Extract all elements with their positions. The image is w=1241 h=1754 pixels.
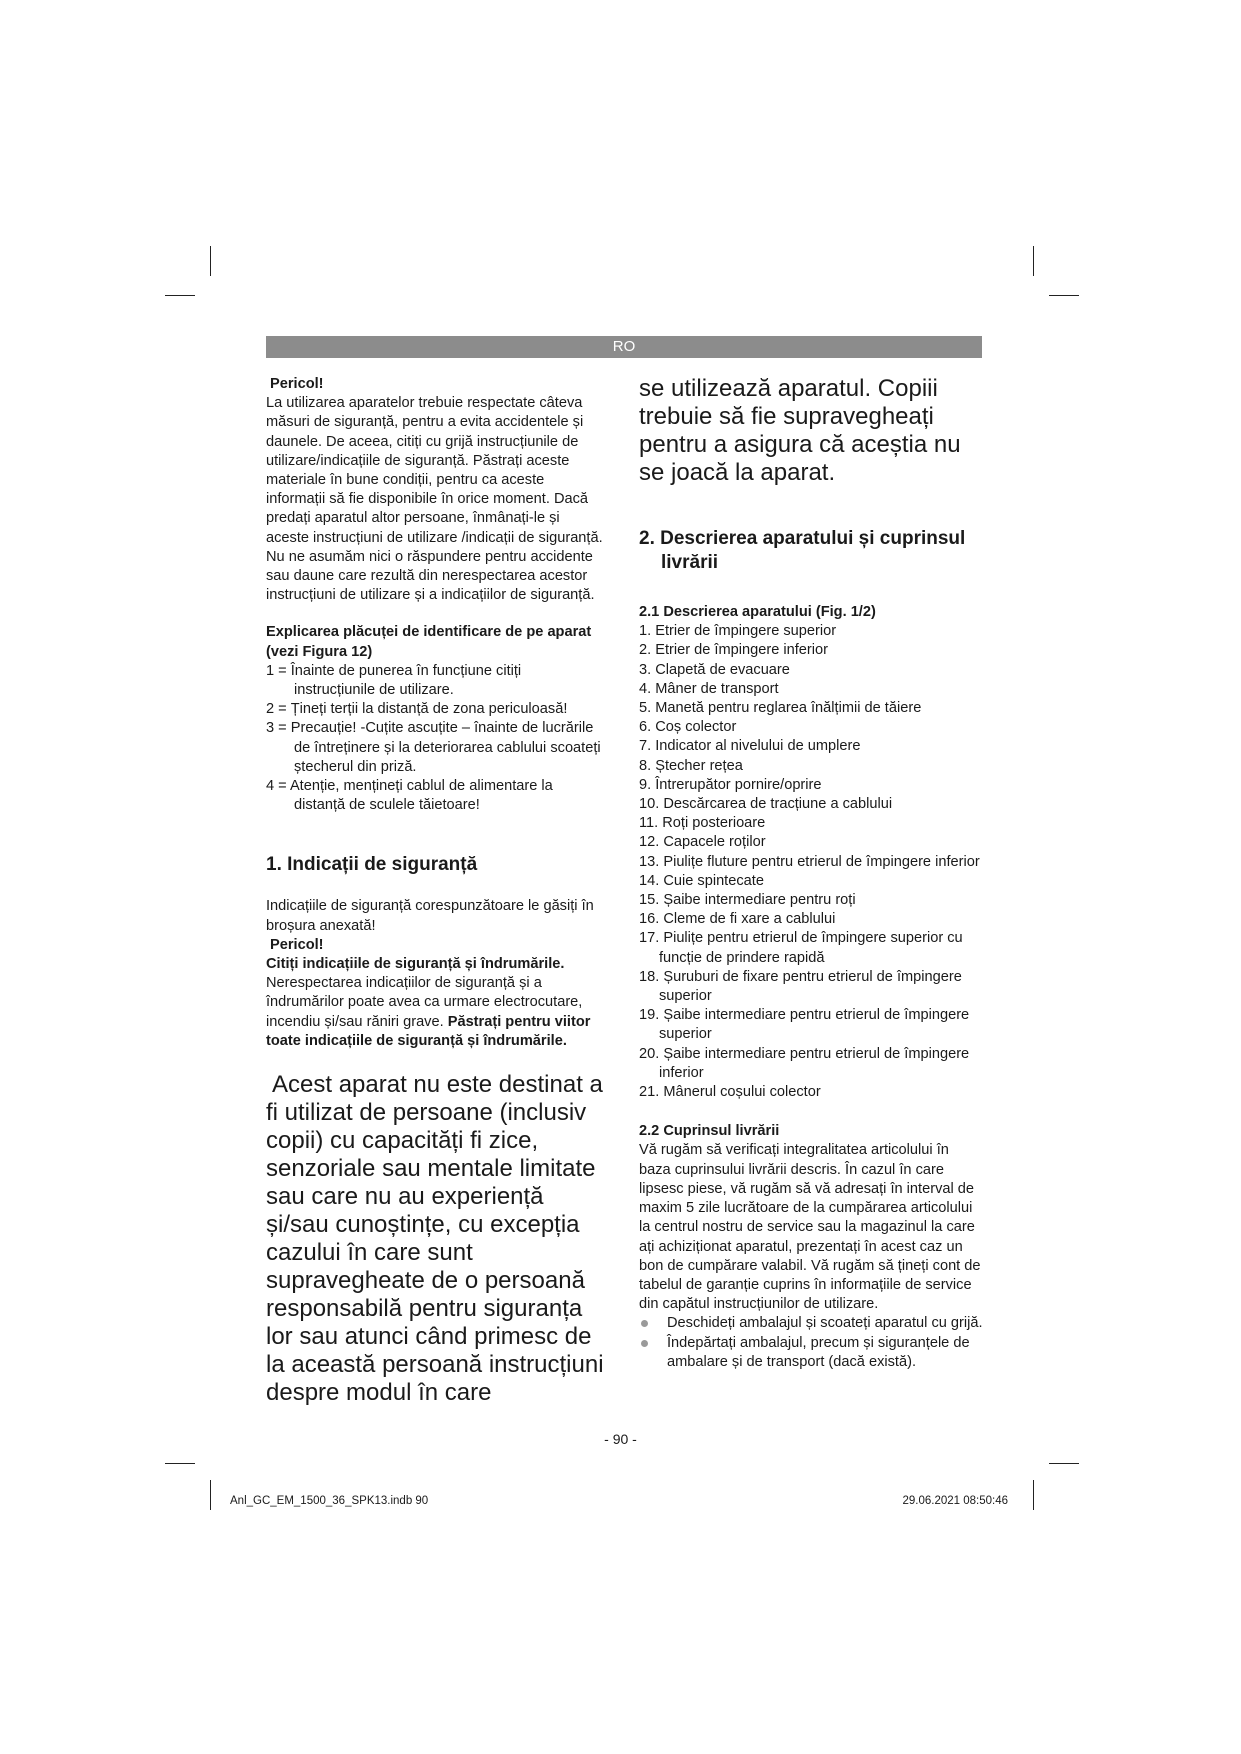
unpacking-steps (639, 1314, 984, 1372)
list-item: 4. Mâner de transport (639, 680, 779, 697)
list-item: 20. Șaibe intermediare pentru etrierul de împingere inferior (639, 1045, 970, 1081)
bullet-icon (641, 1320, 648, 1327)
ident-plate-heading: Explicarea plăcuței de identificare de pe aparat (vezi Figura 12) (266, 624, 592, 660)
citi-bold: Citiți indicațiile de siguranță și îndrumările. (266, 956, 565, 973)
safety-heading: 1. Indicații de siguranță (266, 854, 478, 876)
pericol-paragraph: La utilizarea aparatelor trebuie respectate câteva măsuri de siguranță, pentru a evita accidentele și daunele. De aceea, citiți cu grijă instrucțiunile de utilizare/indicațiile de siguranță. Păstrați aceste materiale în bune condiții, pentru ca aceste informații să fie disponibile în orice moment. Dacă predați aparatul altor persoane, înmânați-le și aceste instrucțiuni de utilizare /indicații de siguranță. Nu ne asumăm nici o răspundere pentru accidente sau daune care rezultă din nerespectarea acestor instrucțiuni de utilizare și a indicațiilor de siguranță. (266, 395, 603, 604)
crop-mark (165, 295, 195, 296)
page-number: - 90 - (604, 1431, 637, 1447)
crop-mark (165, 1463, 195, 1464)
ident-plate-list (266, 662, 606, 816)
pastrati-bold: Păstrați pentru viitor toate indicațiile de siguranță și îndrumările. (266, 1013, 591, 1049)
list-item: 19. Șaibe intermediare pentru etrierul de împingere superior (639, 1007, 970, 1043)
left-column (266, 375, 606, 1407)
citi-text: Nerespectarea indicațiilor de siguranță și a îndrumărilor poate avea ca urmare electrocutare, incendiu și/sau răniri grave. (266, 975, 583, 1030)
list-item: 9. Întrerupător pornire/oprire (639, 776, 822, 793)
footer-date-time: 29.06.2021 08:50:46 (902, 1495, 1008, 1507)
list-item: 6. Coș colector (639, 719, 737, 736)
delivery-paragraph: Vă rugăm să verificați integralitatea articolului în baza cuprinsului livrării descris. În cazul în care lipsesc piese, vă rugăm să vă adresați în interval de maxim 5 zile lucrătoare de la cumpărarea articolului la centrul nostru de service sau la magazinul la care ați achiziționat aparatul, prezentați în acest caz un bon de cumpărare valabil. Vă rugăm să țineți cont de tabelul de garanție cuprins în informațiile de service din capătul instrucțiunilor de utilizare. (639, 1142, 981, 1313)
crop-mark (1049, 1463, 1079, 1464)
list-item: 21. Mânerul coșului colector (639, 1084, 821, 1101)
list-item: 1 = Înainte de punerea în funcțiune citiți instrucțiunile de utilizare. (266, 662, 522, 699)
list-item: 14. Cuie spintecate (639, 872, 764, 889)
list-item: 16. Cleme de fi xare a cablului (639, 911, 836, 928)
subsection-2-2-heading: 2.2 Cuprinsul livrării (639, 1123, 780, 1140)
list-item: 7. Indicator al nivelului de umplere (639, 738, 861, 755)
list-item: 12. Capacele roților (639, 834, 766, 851)
safety-warning (266, 955, 606, 1051)
crop-mark (1049, 295, 1079, 296)
pericol-title: Pericol! (270, 376, 324, 392)
safety-intro: Indicațiile de siguranță corespunzătoare le găsiți în broșura anexată! (266, 898, 594, 934)
list-item: 8. Ștecher rețea (639, 757, 743, 774)
list-item: 10. Descărcarea de tracțiune a cablului (639, 796, 893, 813)
crop-mark (1033, 1480, 1034, 1510)
child-safety-text-continued: se utilizează aparatul. Copiii trebuie să fie supravegheați pentru a asigura că aceștia nu se joacă la aparat. (639, 375, 961, 486)
crop-mark (210, 246, 211, 276)
footer-file-name: Anl_GC_EM_1500_36_SPK13.indb 90 (230, 1495, 429, 1507)
list-item: 4 = Atenție, mențineți cablul de alimentare la distanță de sculele tăietoare! (266, 778, 553, 814)
pericol-title-2: Pericol! (270, 936, 324, 953)
right-column (639, 375, 984, 1372)
list-item: 11. Roți posterioare (639, 815, 766, 832)
bullet-icon (641, 1340, 648, 1347)
language-code: RO (612, 338, 636, 355)
list-item: 3. Clapetă de evacuare (639, 661, 790, 678)
child-safety-text: Acest aparat nu este destinat a fi utilizat de persoane (inclusiv copii) cu capacități fi zice, senzoriale sau mentale limitate sau care nu au experiență și/sau cunoștințe, cu excepția cazului în care sunt supravegheate de o persoană responsabilă pentru siguranța lor sau atunci când primesc de la această persoană instrucțiuni despre modul în care (266, 1071, 604, 1407)
language-header-bar (266, 336, 982, 358)
crop-mark (1033, 246, 1034, 276)
list-item: Deschideți ambalajul și scoateți aparatul cu grijă. (639, 1314, 984, 1333)
list-item: 5. Manetă pentru reglarea înălțimii de tăiere (639, 700, 922, 717)
list-item: 3 = Precauție! -Cuțite ascuțite – înainte de lucrările de întreținere și la deteriorarea cablului scoateți ștecherul din priză. (266, 720, 601, 775)
list-item: 1. Etrier de împingere superior (639, 623, 837, 640)
list-item: 2. Etrier de împingere inferior (639, 642, 828, 659)
section-2-heading: 2. Descrierea aparatului și cuprinsul livrării (639, 528, 966, 573)
list-item: 17. Piulițe pentru etrierul de împingere superior cu funcție de prindere rapidă (639, 930, 963, 966)
list-item: 2 = Țineți terții la distanță de zona periculoasă! (266, 701, 568, 718)
subsection-2-1-heading: 2.1 Descrierea aparatului (Fig. 1/2) (639, 604, 876, 620)
list-item: Îndepărtați ambalajul, precum și siguranțele de ambalare și de transport (dacă există). (639, 1334, 984, 1372)
list-item: 15. Șaibe intermediare pentru roți (639, 892, 856, 909)
crop-mark (210, 1480, 211, 1510)
list-item: 13. Piulițe fluture pentru etrierul de împingere inferior (639, 853, 980, 870)
parts-list (639, 622, 984, 1102)
list-item: 18. Șuruburi de fixare pentru etrierul de împingere superior (639, 968, 962, 1005)
